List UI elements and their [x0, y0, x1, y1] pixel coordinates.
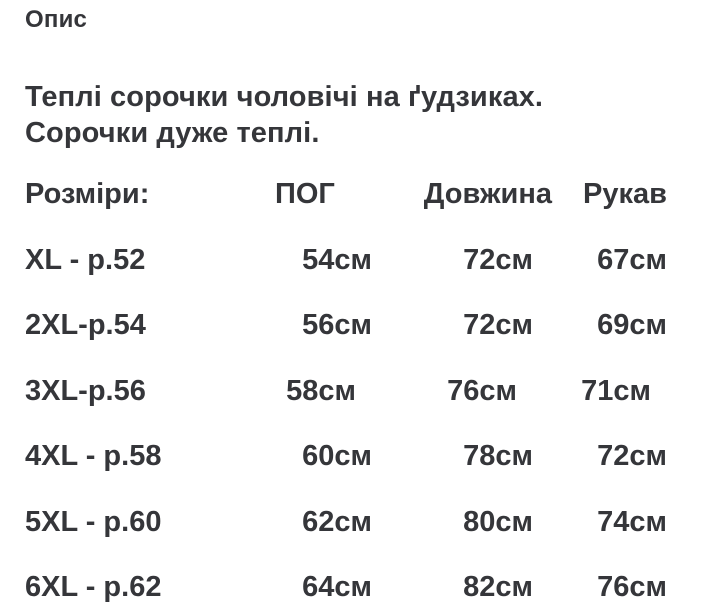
- description-line: Теплі сорочки чоловічі на ґудзиках.: [25, 81, 544, 113]
- column-header-rukav: Рукав: [583, 178, 667, 210]
- section-title: Опис: [25, 6, 88, 33]
- size-cell: 2XL-р.54: [25, 309, 146, 341]
- rukav-cell: 69см: [597, 309, 667, 341]
- pog-cell: 62см: [302, 505, 372, 538]
- dovzhyna-cell: 76см: [447, 374, 517, 407]
- rukav-cell: 71см: [581, 374, 651, 407]
- size-cell: 5XL - р.60: [25, 505, 162, 538]
- pog-cell: 56см: [302, 309, 372, 341]
- pog-cell: 58см: [286, 374, 356, 407]
- rukav-cell: 74см: [597, 505, 667, 538]
- table-row: [25, 310, 667, 376]
- pog-cell: 64см: [302, 571, 372, 603]
- table-row: [25, 507, 667, 573]
- pog-cell: 60см: [302, 440, 372, 472]
- size-table: [25, 179, 667, 616]
- size-cell: 3XL-р.56: [25, 374, 146, 407]
- size-table-header-row: [25, 179, 667, 245]
- pog-cell: 54см: [302, 243, 372, 276]
- table-row: [25, 376, 667, 442]
- column-header-dovzhyna: Довжина: [423, 178, 552, 210]
- description-line: Сорочки дуже теплі.: [25, 117, 320, 149]
- rukav-cell: 67см: [597, 243, 667, 276]
- column-header-pog: ПОГ: [275, 178, 335, 210]
- table-row: [25, 245, 667, 311]
- dovzhyna-cell: 78см: [463, 440, 533, 472]
- column-header-sizes: Розміри:: [25, 178, 150, 210]
- table-row: [25, 572, 667, 616]
- size-cell: 6XL - р.62: [25, 571, 162, 603]
- table-row: [25, 441, 667, 507]
- size-cell: 4XL - р.58: [25, 440, 162, 472]
- rukav-cell: 72см: [597, 440, 667, 472]
- rukav-cell: 76см: [597, 571, 667, 603]
- description-text: [25, 79, 543, 151]
- dovzhyna-cell: 82см: [463, 571, 533, 603]
- size-cell: XL - р.52: [25, 243, 146, 276]
- dovzhyna-cell: 72см: [463, 243, 533, 276]
- dovzhyna-cell: 80см: [463, 505, 533, 538]
- dovzhyna-cell: 72см: [463, 309, 533, 341]
